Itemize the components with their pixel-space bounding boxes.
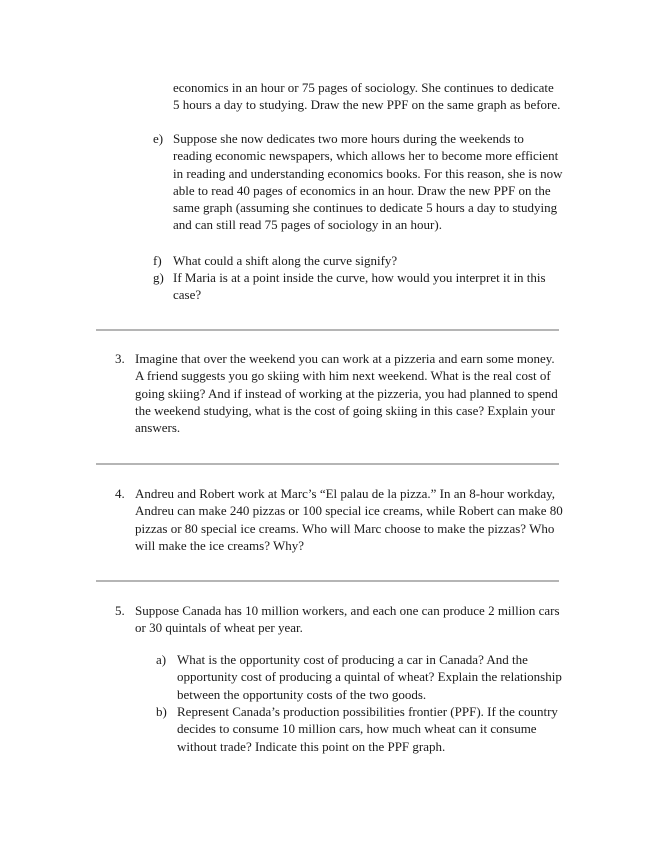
q2-item-g-text: If Maria is at a point inside the curve, how would you interpret it in this case?: [173, 270, 546, 303]
q5-text: Suppose Canada has 10 million workers, and each one can produce 2 million cars or 30 quintals of wheat per year.: [135, 603, 560, 636]
divider: [96, 329, 559, 331]
q3-text: Imagine that over the weekend you can work at a pizzeria and earn some money. A friend suggests you go skiing with him next weekend. What is the real cost of going skiing? And if instead of working at the pizzeria, you had planned to spend the weekend studying, what is the cost of going skiing in this case? Explain your answers.: [135, 351, 558, 436]
q2-item-f-letter: f): [153, 253, 162, 268]
q4-text: Andreu and Robert work at Marc’s “El palau de la pizza.” In an 8-hour workday, Andreu can make 240 pizzas or 100 special ice creams, while Robert can make 80 pizzas or 80 special ice creams. Who will Marc choose to make the pizzas? Who will make the ice creams? Why?: [135, 486, 563, 553]
q3-number: 3.: [115, 351, 125, 366]
divider: [96, 463, 559, 465]
q5-item-a-text: What is the opportunity cost of producing a car in Canada? And the opportunity cost of producing a quintal of wheat? Explain the relationship between the opportunity costs of the two goods.: [177, 652, 562, 702]
divider: [96, 580, 559, 582]
q5-item-b-text: Represent Canada’s production possibilities frontier (PPF). If the country decides to consume 10 million cars, how much wheat can it consume without trade? Indicate this point on the PPF graph.: [177, 704, 558, 754]
q5-number: 5.: [115, 603, 125, 618]
q2-item-d-text: economics in an hour or 75 pages of sociology. She continues to dedicate 5 hours a day to studying. Draw the new PPF on the same graph as before.: [173, 80, 561, 113]
q5-item-b-letter: b): [156, 704, 167, 719]
q2-item-f-text: What could a shift along the curve signify?: [173, 253, 398, 268]
q4-number: 4.: [115, 486, 125, 501]
q2-item-e-text: Suppose she now dedicates two more hours during the weekends to reading economic newspapers, which allows her to become more efficient in reading and understanding economics books. For this reason, she is now able to read 40 pages of economics in an hour. Draw the new PPF on the same graph (assuming she continues to dedicate 5 hours a day to studying and can still read 75 pages of sociology in an hour).: [173, 131, 563, 233]
q2-item-g-letter: g): [153, 270, 164, 285]
q2-item-e-letter: e): [153, 131, 164, 146]
q5-item-a-letter: a): [156, 652, 167, 667]
